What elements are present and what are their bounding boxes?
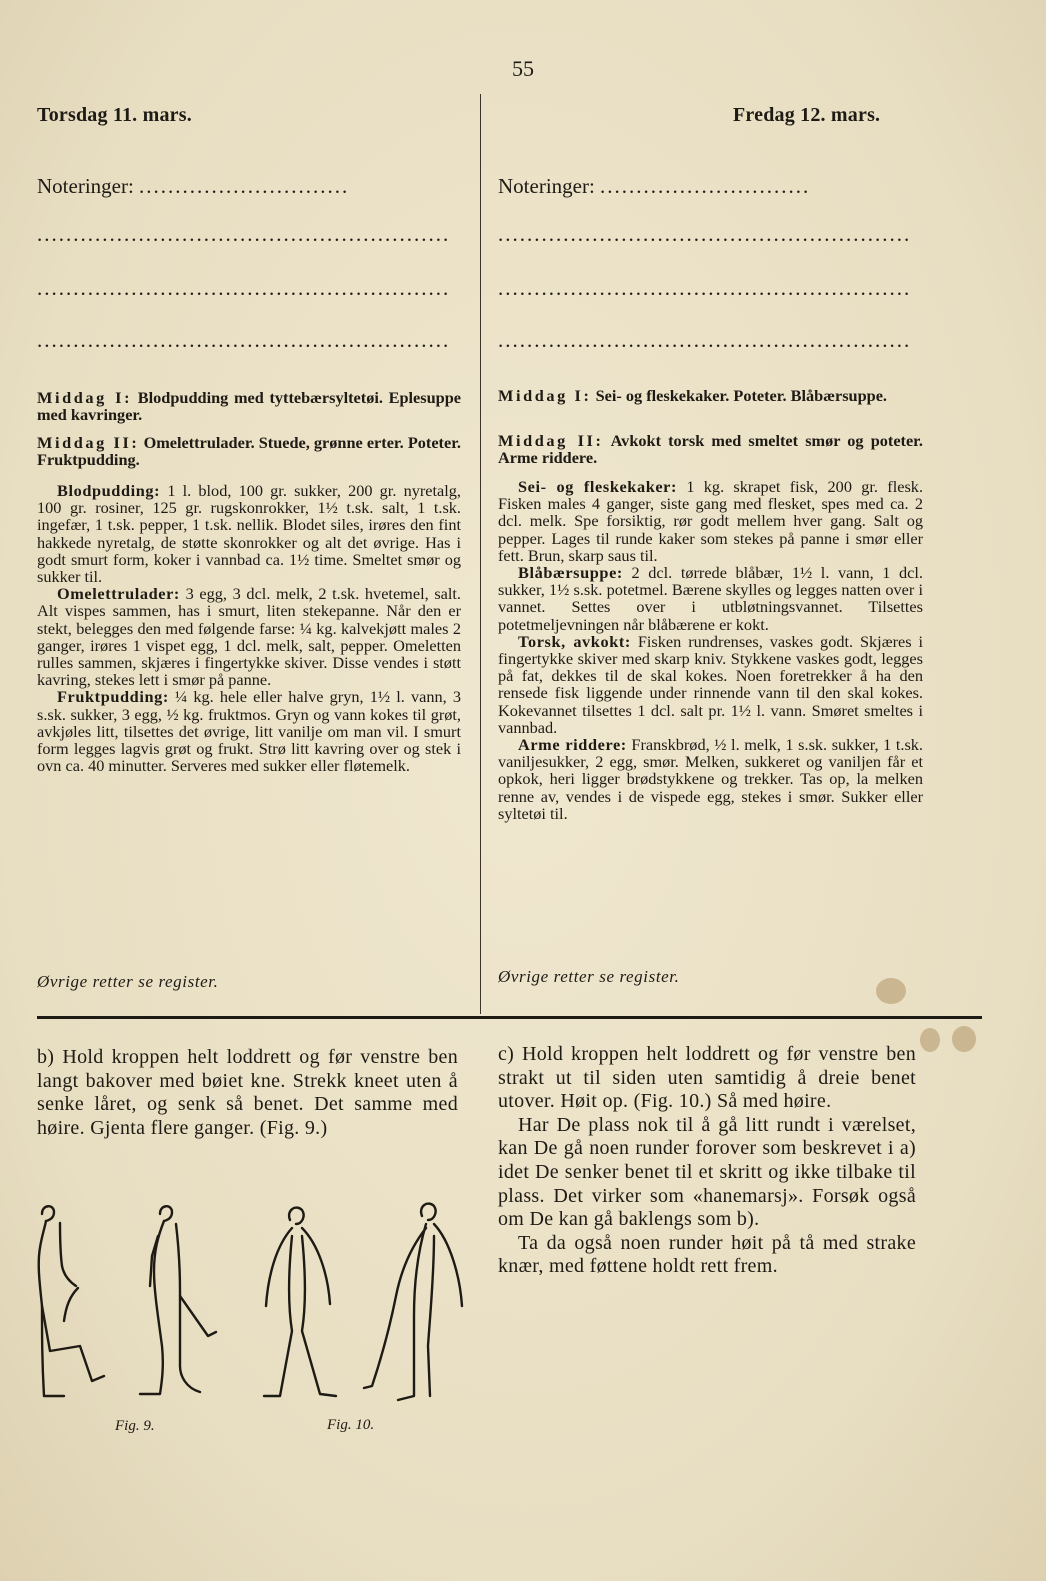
recipe-name: Torsk, avkokt:: [518, 631, 631, 651]
recipe-name: Omelettrulader:: [57, 584, 180, 604]
recipe-text: 1 kg. skrapet fisk, 200 gr. flesk. Fisken males 4 ganger, siste gang med flesket, spes med ca. 2 dcl. melk. Spe forsiktig, rør godt mellem hver gang. Salt og pepper. Lages til runde kaker som stekes på panne i smør eller fett. Brun, skarp saus til.: [498, 477, 924, 565]
recipe: [37, 482, 461, 585]
notes-blank-line: .........................................................: [37, 328, 451, 352]
recipe-text: Fisken rundrenses, vaskes godt. Skjæres i fingertykke skiver med skarp kniv. Stykkene vaskes godt, legges på fat, dekkes til de skal kokes. Noen foretrekker å ha den rensede fisk liggende under rinnende vann til den skal kokes. Kokevannet tilsettes 1 dcl. salt pr. 1½ l. vann. Smøret smeltes i vannbad.: [498, 631, 924, 737]
day-heading-right: Fredag 12. mars.: [733, 104, 881, 126]
menu-label: Middag II:: [498, 431, 604, 450]
exercise-c-text: Har De plass nok til å gå litt rundt i værelset, kan De gå noen runder forover som beskrevet i a) idet De senker benet til et skritt og ikke tilbake til plass. Det virker som «hanemarsj». Forsøk også om De kan gå baklengs som b).: [498, 1113, 916, 1231]
recipe-text: 1 l. blod, 100 gr. sukker, 200 gr. nyretalg, 100 gr. rosiner, 125 gr. rugskonrokker, 1½ t.sk. salt, 1 t.sk. ingefær, 1 t.sk. pepper, 1 t.sk. nellik. Blodet siles, irøres den fint hakkede nyretalg, de støtte skonrokker og alt det øvrige. Has i godt smurt form, koker i vannbad ca. 1½ time. Smeltet smør og sukker til.: [37, 481, 461, 587]
recipe-text: ¼ kg. hele eller halve gryn, 1½ l. vann, 3 s.sk. sukker, 3 egg, ½ kg. fruktmos. Gryn og vann kokes til grøt, avkjøles litt, tilsettes det øvrige, litt vanilje om man vil. I smurt form legges lagvis grøt og frukt. Strø litt kavring over og stek i ovn ca. 40 minutter. Serveres med sukker eller fløtemelk.: [37, 687, 461, 776]
recipe-name: Fruktpudding:: [57, 687, 169, 707]
notes-label-left: Noteringer:: [37, 174, 134, 198]
recipe: [498, 478, 923, 564]
stain-mark: [920, 1028, 940, 1052]
exercise-c: [498, 1043, 916, 1279]
recipes-left: [37, 482, 461, 774]
recipe-text: 2 dcl. tørrede blåbær, 1½ l. vann, 1 dcl. sukker, 1½ s.sk. potetmel. Bærene skylles og legges natten over i vannet. Settes over i utbløtningsvannet. Tilsettes potetmeljevningen når blåbærene er kokt.: [498, 563, 924, 634]
menu-label: Middag I:: [498, 386, 592, 405]
fig10-caption: Fig. 10.: [327, 1417, 375, 1433]
notes-blank-line: .........................................................: [498, 276, 912, 300]
notes-label-right: Noteringer:: [498, 174, 595, 198]
menu-items: Avkokt torsk med smeltet smør og poteter. Arme riddere.: [498, 431, 923, 468]
notes-blank-line: .........................................................: [498, 222, 912, 246]
notes-blank-line: .........................................................: [37, 222, 451, 246]
recipe-name: Blåbærsuppe:: [518, 563, 623, 583]
menu-label: Middag I:: [37, 388, 133, 407]
page-number: 55: [512, 56, 534, 81]
menu-items: Blodpudding med tyttebærsyltetøi. Eplesuppe med kavringer.: [37, 388, 461, 425]
column-divider: [480, 94, 481, 1014]
exercise-b-text: b) Hold kroppen helt loddrett og før venstre ben langt bakover med bøiet kne. Strekk kneet uten å senke låret, og senk så benet. Det samme med høire. Gjenta flere ganger. (Fig. 9.): [37, 1046, 458, 1139]
recipe: [37, 585, 461, 688]
recipe: [498, 736, 923, 822]
recipe-text: Franskbrød, ½ l. melk, 1 s.sk. sukker, 1 t.sk. vaniljesukker, 2 egg, smør. Melken, sukkeret og vaniljen får et opkok, heri ligger brødstykkene og trekker. Tas op, la melken renne av, vendes i de vispede egg, stekes i smør. Sukker eller syltetøi til.: [498, 735, 923, 823]
register-note-right: Øvrige retter se register.: [498, 967, 680, 986]
recipe-text: 3 egg, 3 dcl. melk, 2 t.sk. hvetemel, salt. Alt vispes sammen, has i smurt, liten stekepanne. Når den er stekt, belegges den med følgende farse: ¼ kg. kalvekjøtt males 2 ganger, irøres 1 vispet egg, 1 dcl. melk, salt, pepper. Omeletten rulles sammen, skjæres i fingertykke skiver. Disse vendes i støtt kavring, stekes lett i smør på panne.: [37, 584, 461, 690]
figure-10b: [364, 1204, 462, 1400]
section-rule: [37, 1016, 982, 1019]
notes-blank-line: .........................................................: [498, 328, 912, 352]
recipe: [498, 564, 923, 633]
exercise-figures: [30, 1196, 470, 1411]
menu-label: Middag II:: [37, 433, 140, 452]
menu-items: Omelettrulader. Stuede, grønne erter. Poteter. Fruktpudding.: [37, 433, 461, 470]
menu-2-left: [37, 434, 461, 468]
exercise-c-text: Ta da også noen runder høit på tå med strake knær, med føttene holdt rett frem.: [498, 1231, 916, 1278]
figure-9b: [140, 1206, 216, 1394]
recipe: [37, 688, 461, 774]
recipe: [498, 633, 923, 736]
notes-line-left: Noteringer: .............................: [37, 174, 350, 198]
exercise-c-text: c) Hold kroppen helt loddrett og før venstre ben strakt ut til siden uten samtidig å dreie benet utover. Høit op. (Fig. 10.) Så med høire.: [498, 1043, 916, 1113]
recipes-right: [498, 478, 923, 822]
menu-2-right: [498, 432, 923, 466]
stain-mark: [952, 1026, 976, 1052]
day-heading-left: Torsdag 11. mars.: [37, 104, 192, 126]
menu-1-right: [498, 387, 923, 404]
recipe-name: Blodpudding:: [57, 481, 161, 500]
exercise-b: [37, 1046, 458, 1140]
register-note-left: Øvrige retter se register.: [37, 972, 219, 991]
fig9-caption: Fig. 9.: [115, 1418, 155, 1434]
recipe-name: Sei- og fleskekaker:: [518, 477, 678, 496]
figure-9a: [39, 1206, 104, 1396]
notes-blank-line: .........................................................: [37, 276, 451, 300]
menu-items: Sei- og fleskekaker. Poteter. Blåbærsuppe.: [595, 386, 887, 405]
menu-1-left: [37, 389, 461, 423]
figure-10a: [264, 1208, 336, 1396]
recipe-name: Arme riddere:: [518, 735, 627, 755]
stain-mark: [876, 978, 906, 1004]
notes-line-right: Noteringer: .............................: [498, 174, 811, 198]
